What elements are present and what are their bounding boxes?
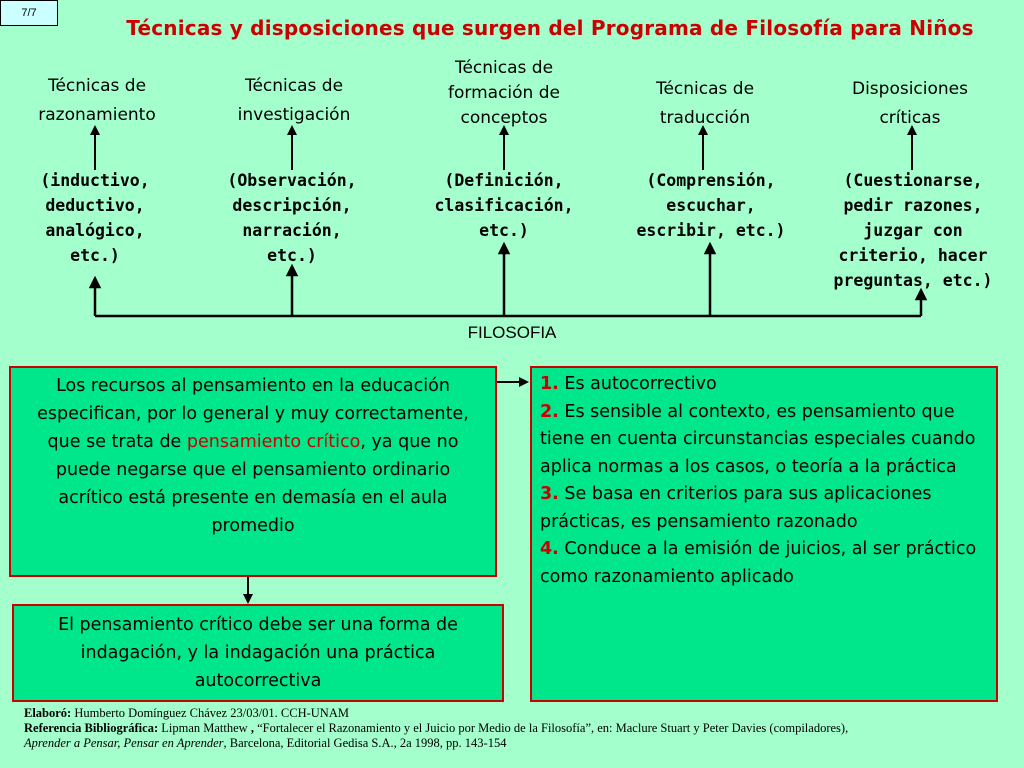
page-number: 7/7 bbox=[0, 0, 58, 26]
base-label: FILOSOFIA bbox=[467, 323, 557, 342]
example-line: etc.) bbox=[267, 246, 317, 265]
box-text: El pensamiento crítico debe ser una forma de indagación, y la indagación una práctica autocorrectiva bbox=[58, 615, 458, 691]
category-line: formación de bbox=[448, 83, 560, 103]
reference-comma: , bbox=[250, 721, 254, 735]
box-text-part: , ya que no puede negarse que el pensamiento ordinario acrítico está presente en demasía en el aula promedio bbox=[55, 432, 459, 536]
example-line: (Observación, bbox=[227, 171, 357, 190]
item-text: Es autocorrectivo bbox=[564, 374, 717, 394]
example-line: pedir razones, bbox=[843, 196, 983, 215]
category-line: críticas bbox=[879, 108, 941, 128]
example-line: (Definición, bbox=[444, 171, 564, 190]
reference-label: Referencia Bibliográfica: bbox=[24, 721, 159, 735]
example-line: clasificación, bbox=[434, 196, 574, 215]
box-text-part: Los recursos al pensamiento en la educación especifican, por lo general y muy correctamente, que se trata de bbox=[37, 376, 469, 452]
example-line: juzgar con bbox=[863, 221, 963, 240]
example-line: analógico, bbox=[45, 221, 145, 240]
item-number: 1. bbox=[540, 374, 559, 394]
category-line: Técnicas de bbox=[47, 76, 147, 96]
example-line: etc.) bbox=[479, 221, 529, 240]
example-line: narración, bbox=[242, 221, 342, 240]
slide-title: Técnicas y disposiciones que surgen del Programa de Filosofía para Niños bbox=[126, 16, 974, 40]
author-label: Elaboró: bbox=[24, 706, 72, 720]
list-item bbox=[540, 399, 988, 482]
list-item bbox=[540, 371, 988, 399]
example-line: criterio, hacer bbox=[838, 246, 988, 265]
item-number: 4. bbox=[540, 539, 559, 559]
item-number: 2. bbox=[540, 401, 559, 422]
example-line: descripción, bbox=[232, 196, 352, 215]
example-line: etc.) bbox=[70, 246, 120, 265]
item-number: 3. bbox=[540, 484, 559, 504]
reference-text: “Fortalecer el Razonamiento y el Juicio por Medio de la Filosofía”, en: Maclure Stuart y Peter Davies (compiladores), bbox=[257, 721, 849, 735]
example-line: escuchar, bbox=[666, 196, 756, 215]
author-line bbox=[24, 706, 1014, 721]
characteristics-box bbox=[530, 366, 998, 702]
category-line: Técnicas de bbox=[655, 79, 755, 99]
category-line: Técnicas de bbox=[244, 76, 344, 96]
list-item bbox=[540, 481, 988, 536]
author-text: Humberto Domínguez Chávez 23/03/01. CCH-UNAM bbox=[74, 706, 349, 720]
reference-book: Aprender a Pensar, Pensar en Aprender bbox=[24, 736, 224, 750]
reference-author: Lipman Matthew bbox=[161, 721, 248, 735]
reference-line-2 bbox=[24, 736, 1014, 751]
example-line: (Cuestionarse, bbox=[843, 171, 983, 190]
example-line: deductivo, bbox=[45, 196, 145, 215]
reference-publisher: , Barcelona, Editorial Gedisa S.A., 2a 1998, pp. 143-154 bbox=[223, 736, 507, 750]
item-text: Es sensible al contexto, es pensamiento que tiene en cuenta circunstancias especiales cuando aplica normas a los casos, o teoría a la práctica bbox=[540, 401, 976, 477]
category-line: razonamiento bbox=[38, 105, 156, 125]
characteristics-list bbox=[532, 368, 996, 700]
category-line: conceptos bbox=[460, 108, 548, 128]
example-line: (Comprensión, bbox=[646, 171, 776, 190]
item-text: Se basa en criterios para sus aplicaciones prácticas, es pensamiento razonado bbox=[540, 484, 932, 532]
example-line: preguntas, etc.) bbox=[833, 271, 993, 290]
example-line: (inductivo, bbox=[40, 171, 150, 190]
category-line: investigación bbox=[237, 105, 351, 125]
reference-line bbox=[24, 721, 1014, 736]
item-text: Conduce a la emisión de juicios, al ser práctico como razonamiento aplicado bbox=[540, 539, 977, 587]
highlight-term: pensamiento crítico bbox=[186, 432, 361, 452]
box-text bbox=[11, 368, 495, 575]
category-line: Técnicas de bbox=[454, 58, 554, 78]
list-item bbox=[540, 536, 988, 591]
footer-credits bbox=[24, 706, 1014, 751]
category-line: traducción bbox=[659, 108, 751, 128]
category-line: Disposiciones bbox=[851, 79, 968, 99]
inquiry-box bbox=[12, 604, 504, 702]
critical-thinking-box bbox=[9, 366, 497, 577]
example-line: escribir, etc.) bbox=[636, 221, 786, 240]
